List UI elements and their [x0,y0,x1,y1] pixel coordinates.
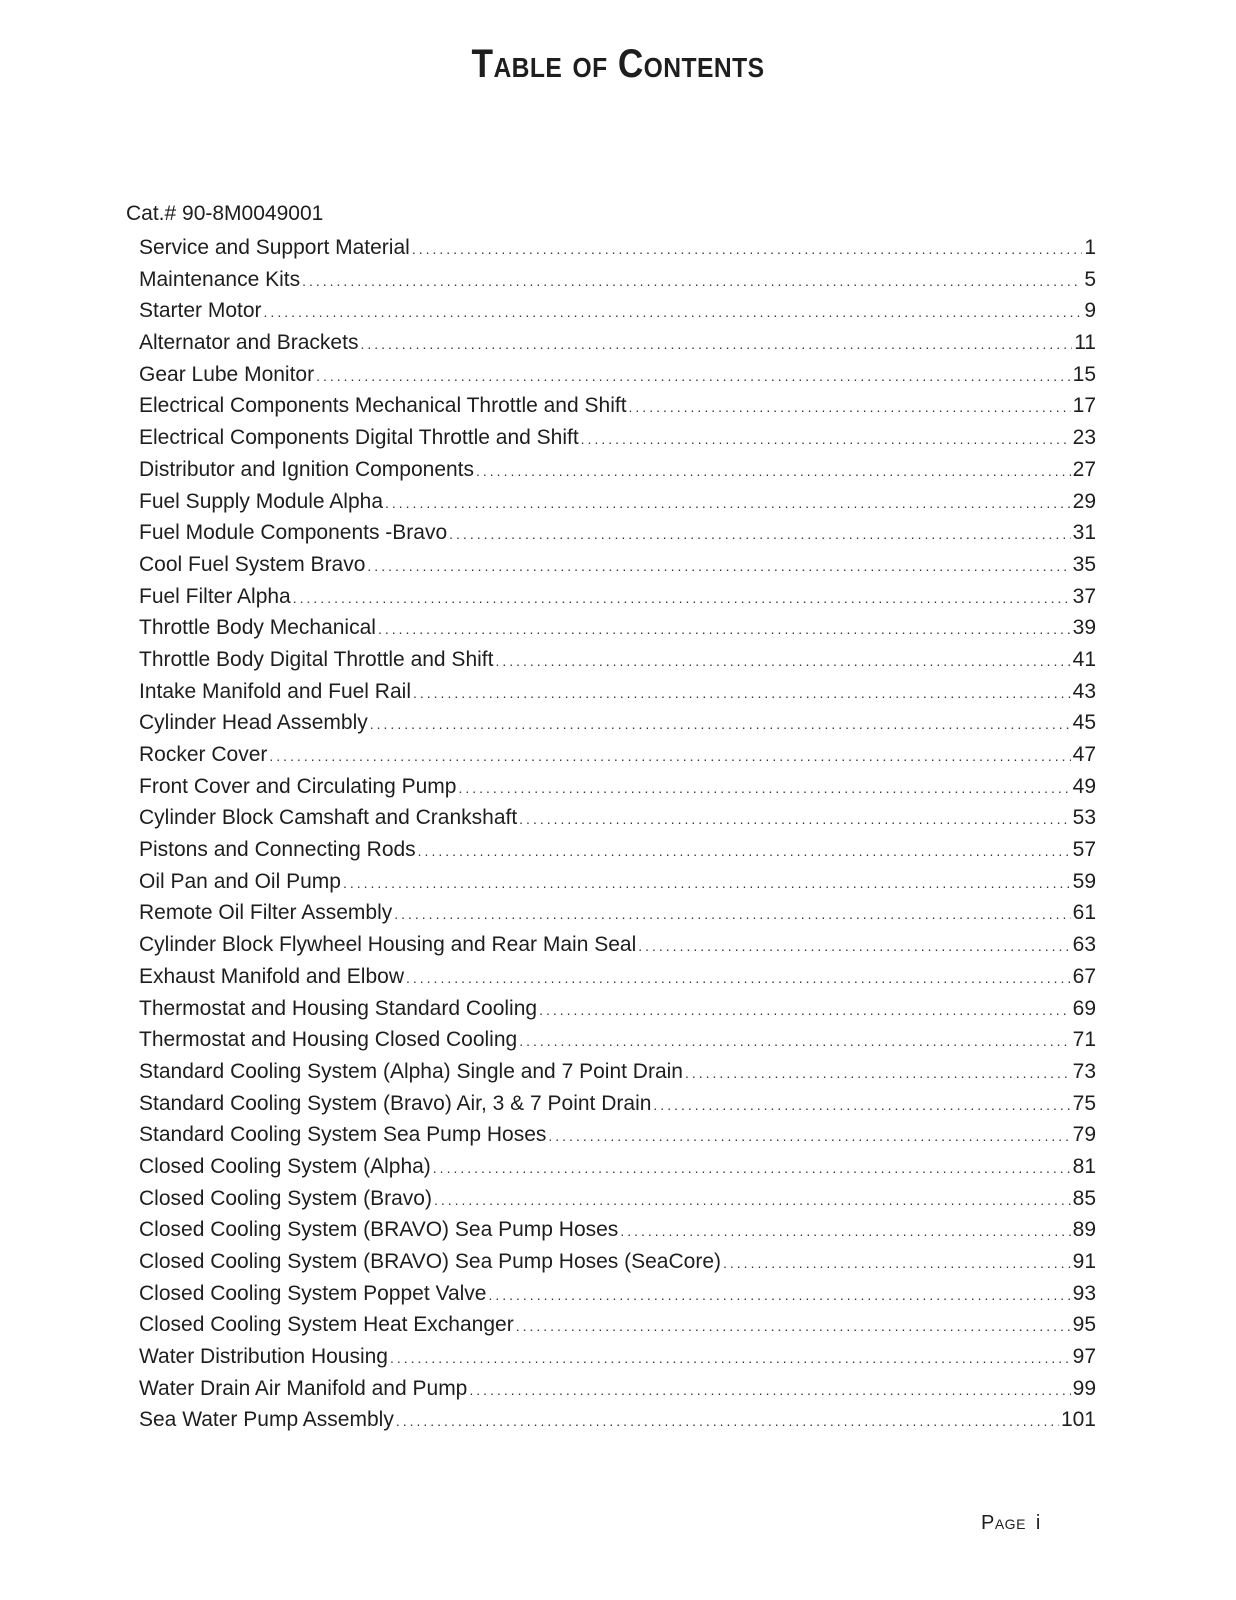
toc-entry-title[interactable]: Closed Cooling System (BRAVO) Sea Pump Hoses [139,1218,619,1242]
toc-entry[interactable] [139,486,1096,518]
toc-entry[interactable] [139,771,1096,803]
toc-entry[interactable] [139,232,1096,264]
toc-entry-title[interactable]: Closed Cooling System Heat Exchanger [139,1313,514,1337]
dot-leader [412,234,1083,266]
dot-leader [433,1153,1071,1185]
dot-leader [516,1311,1071,1343]
toc-entry-page[interactable]: 69 [1072,996,1096,1020]
toc-entry-title[interactable]: Standard Cooling System (Bravo) Air, 3 & 7 Point Drain [139,1091,652,1115]
dot-leader [653,1090,1070,1122]
toc-entry-title[interactable]: Thermostat and Housing Standard Cooling [139,996,538,1020]
toc-entry-page[interactable]: 37 [1072,584,1096,608]
dot-leader [360,329,1072,361]
toc-entry-title[interactable]: Thermostat and Housing Closed Cooling [139,1028,518,1052]
toc-entry[interactable] [139,1278,1096,1310]
page-title: Table of Contents [471,42,765,86]
toc-entry[interactable] [139,644,1096,676]
toc-entry[interactable] [139,1088,1096,1120]
toc-entry[interactable] [139,517,1096,549]
toc-entry-title[interactable]: Cylinder Head Assembly [139,711,368,735]
toc-entry[interactable] [139,707,1096,739]
toc-entry-title[interactable]: Fuel Supply Module Alpha [139,489,383,513]
toc-entry-title[interactable]: Front Cover and Circulating Pump [139,774,457,798]
toc-entry-page[interactable]: 101 [1060,1408,1096,1432]
dot-leader [723,1248,1071,1280]
toc-entry-page[interactable]: 71 [1072,1028,1096,1052]
dot-leader [685,1058,1071,1090]
toc-entry-page[interactable]: 79 [1072,1123,1096,1147]
toc-entry-title[interactable]: Rocker Cover [139,743,268,766]
toc-entry-title[interactable]: Cylinder Block Camshaft and Crankshaft [139,806,518,830]
toc-entry-title[interactable]: Fuel Module Components -Bravo [139,521,448,545]
dot-leader [539,995,1071,1027]
toc-entry[interactable] [139,1214,1096,1246]
toc-entry-title[interactable]: Distributor and Ignition Components [139,457,475,481]
toc-entry-page[interactable]: 27 [1072,457,1096,481]
toc-entry-title[interactable]: Electrical Components Mechanical Throttle and Shift [139,394,627,418]
toc-entry[interactable] [139,897,1096,929]
dot-leader [519,1026,1070,1058]
toc-entry-title[interactable]: Oil Pan and Oil Pump [139,869,341,893]
toc-entry-title[interactable]: Cylinder Block Flywheel Housing and Rear Main Seal [139,933,637,957]
toc-entry-title[interactable]: Sea Water Pump Assembly [139,1408,394,1432]
toc-entry[interactable] [139,581,1096,613]
dot-leader [370,709,1071,741]
toc-entry-title[interactable]: Maintenance Kits [139,267,301,291]
toc-entry[interactable] [139,1341,1096,1373]
toc-entry[interactable] [139,802,1096,834]
catalog-number: Cat.# 90-8M0049001 [126,202,324,225]
toc-entry-page[interactable]: 17 [1072,394,1096,418]
dot-leader [406,963,1071,995]
toc-entry-page[interactable]: 85 [1072,1186,1096,1210]
toc-list [139,232,1096,1436]
dot-leader [629,392,1071,424]
dot-leader [519,804,1070,836]
toc-entry-title[interactable]: Closed Cooling System (Alpha) [139,1154,431,1178]
dot-leader [316,361,1071,393]
dot-leader [413,678,1071,710]
toc-entry-title[interactable]: Standard Cooling System Sea Pump Hoses [139,1123,547,1147]
toc-entry[interactable] [139,612,1096,644]
toc-entry-page[interactable]: 73 [1072,1059,1096,1083]
dot-leader [390,1343,1071,1375]
toc-entry-title[interactable]: Closed Cooling System (Bravo) [139,1186,432,1210]
toc-entry-page[interactable]: 57 [1072,838,1096,862]
page-number: i [1035,1512,1041,1534]
toc-entry[interactable] [139,359,1096,391]
toc-entry-title[interactable]: Electrical Components Digital Throttle and Shift [139,426,579,450]
dot-leader [449,519,1070,551]
toc-entry-title[interactable]: Closed Cooling System (BRAVO) Sea Pump Hoses (SeaCore) [139,1250,722,1273]
toc-entry[interactable] [139,834,1096,866]
toc-entry-title[interactable]: Intake Manifold and Fuel Rail [139,679,411,703]
toc-entry-title[interactable]: Remote Oil Filter Assembly [139,901,393,925]
toc-entry-title[interactable]: Water Drain Air Manifold and Pump [139,1376,468,1400]
dot-leader [488,1280,1070,1312]
toc-entry[interactable] [139,1056,1096,1088]
toc-entry-page[interactable]: 47 [1072,743,1096,766]
dot-leader [264,297,1083,329]
dot-leader [458,773,1070,805]
page-label: Page [981,1512,1026,1534]
dot-leader [476,456,1071,488]
dot-leader [469,1375,1070,1407]
toc-entry-title[interactable]: Pistons and Connecting Rods [139,838,416,862]
toc-entry-page[interactable]: 23 [1072,426,1096,450]
dot-leader [269,741,1070,773]
toc-entry-page[interactable]: 59 [1072,869,1096,893]
toc-entry[interactable] [139,1373,1096,1405]
toc-entry-page[interactable]: 45 [1072,711,1096,735]
toc-entry-page[interactable]: 29 [1072,489,1096,513]
toc-entry[interactable] [139,549,1096,581]
toc-entry-page[interactable]: 95 [1072,1313,1096,1337]
toc-entry-title[interactable]: Starter Motor [139,299,262,323]
toc-entry[interactable] [139,1151,1096,1183]
toc-entry[interactable] [139,390,1096,422]
toc-entry[interactable] [139,739,1096,771]
toc-entry-page[interactable]: 31 [1072,521,1096,545]
dot-leader [620,1216,1070,1248]
toc-entry-title[interactable]: Fuel Filter Alpha [139,584,291,608]
toc-entry[interactable] [139,866,1096,898]
toc-entry[interactable] [139,1024,1096,1056]
toc-entry[interactable] [139,422,1096,454]
toc-entry-page[interactable]: 35 [1072,552,1096,576]
toc-entry[interactable] [139,676,1096,708]
toc-entry[interactable] [139,961,1096,993]
toc-entry-page[interactable]: 67 [1072,964,1096,988]
dot-leader [367,551,1070,583]
toc-entry[interactable] [139,1404,1096,1436]
toc-entry[interactable] [139,327,1096,359]
toc-entry-page[interactable]: 81 [1072,1154,1096,1178]
toc-entry-title[interactable]: Service and Support Material [139,236,410,259]
toc-entry[interactable] [139,264,1096,296]
toc-entry-title[interactable]: Closed Cooling System Poppet Valve [139,1281,487,1305]
toc-entry[interactable] [139,295,1096,327]
toc-entry-page[interactable]: 39 [1072,616,1096,640]
toc-entry-page[interactable]: 93 [1072,1281,1096,1305]
toc-entry-page[interactable]: 53 [1072,806,1096,830]
dot-leader [343,868,1071,900]
dot-leader [394,899,1070,931]
toc-entry-page[interactable]: 11 [1074,331,1096,355]
dot-leader [434,1185,1071,1217]
toc-entry-page[interactable]: 9 [1084,299,1096,323]
toc-entry-title[interactable]: Exhaust Manifold and Elbow [139,964,404,988]
toc-entry-page[interactable]: 41 [1072,647,1096,671]
dot-leader [293,583,1071,615]
toc-entry-page[interactable]: 5 [1084,267,1096,291]
toc-entry[interactable] [139,454,1096,486]
dot-leader [302,266,1082,298]
toc-entry-page[interactable]: 15 [1072,362,1096,386]
toc-entry-title[interactable]: Standard Cooling System (Alpha) Single and 7 Point Drain [139,1059,683,1083]
toc-entry-page[interactable]: 1 [1084,236,1096,259]
toc-entry[interactable] [139,1119,1096,1151]
dot-leader [418,836,1071,868]
toc-entry-page[interactable]: 63 [1072,933,1096,957]
toc-entry[interactable] [139,929,1096,961]
toc-entry-title[interactable]: Water Distribution Housing [139,1345,388,1369]
toc-entry[interactable] [139,993,1096,1025]
toc-entry[interactable] [139,1246,1096,1278]
toc-entry-title[interactable]: Throttle Body Mechanical [139,616,376,640]
dot-leader [385,488,1071,520]
toc-entry-page[interactable]: 89 [1072,1218,1096,1242]
toc-entry-page[interactable]: 49 [1072,774,1096,798]
toc-entry-page[interactable]: 97 [1072,1345,1096,1369]
dot-leader [396,1406,1059,1438]
dot-leader [495,646,1070,678]
page-footer [981,1512,1040,1535]
toc-entry[interactable] [139,1309,1096,1341]
toc-entry-page[interactable]: 91 [1072,1250,1096,1273]
dot-leader [548,1121,1070,1153]
toc-entry-title[interactable]: Gear Lube Monitor [139,362,315,386]
toc-entry-page[interactable]: 99 [1072,1376,1096,1400]
dot-leader [378,614,1071,646]
toc-entry-page[interactable]: 61 [1072,901,1096,925]
toc-entry-page[interactable]: 75 [1072,1091,1096,1115]
toc-entry-page[interactable]: 43 [1072,679,1096,703]
toc-entry-title[interactable]: Alternator and Brackets [139,331,359,355]
toc-entry-title[interactable]: Cool Fuel System Bravo [139,552,366,576]
toc-entry-title[interactable]: Throttle Body Digital Throttle and Shift [139,647,494,671]
dot-leader [638,931,1070,963]
dot-leader [581,424,1071,456]
toc-entry[interactable] [139,1183,1096,1215]
